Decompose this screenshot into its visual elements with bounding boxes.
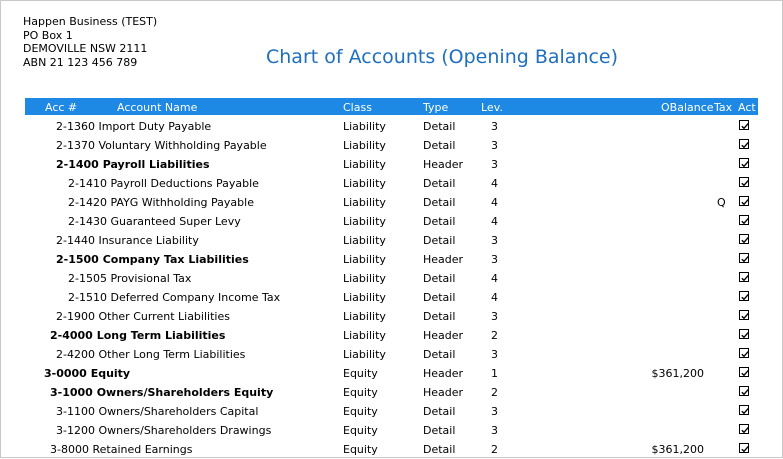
- account-name: Import Duty Payable: [98, 120, 212, 133]
- tax-code: Q: [717, 196, 726, 209]
- account-name: Owners/Shareholders Drawings: [98, 424, 272, 437]
- column-header-class[interactable]: Class: [343, 101, 372, 114]
- account-level: 4: [491, 291, 498, 304]
- account-number: 2-1500: [56, 253, 99, 266]
- account-type: Detail: [423, 139, 456, 152]
- account-type: Header: [423, 253, 464, 266]
- account-number: 2-1420: [68, 196, 107, 209]
- account-type: Detail: [423, 177, 456, 190]
- account-number-and-name: [56, 158, 210, 171]
- account-type: Detail: [423, 196, 456, 209]
- account-level: 4: [491, 177, 498, 190]
- account-number: 3-1200: [56, 424, 95, 437]
- opening-balance: $361,200: [651, 367, 704, 380]
- active-checkbox[interactable]: [739, 177, 749, 187]
- account-level: 3: [491, 120, 498, 133]
- account-type: Detail: [423, 272, 456, 285]
- company-abn: ABN 21 123 456 789: [23, 55, 138, 69]
- column-header-type[interactable]: Type: [423, 101, 449, 114]
- active-checkbox[interactable]: [739, 196, 749, 206]
- account-number: 3-1100: [56, 405, 95, 418]
- account-number: 2-4000: [50, 329, 93, 342]
- account-type: Detail: [423, 310, 456, 323]
- account-class: Liability: [343, 196, 386, 209]
- account-type: Detail: [423, 120, 456, 133]
- account-level: 3: [491, 424, 498, 437]
- account-name: Provisional Tax: [110, 272, 192, 285]
- account-level: 2: [491, 386, 498, 399]
- opening-balance: $361,200: [651, 443, 704, 456]
- account-name: Owners/Shareholders Equity: [96, 386, 274, 399]
- account-type: Detail: [423, 348, 456, 361]
- table-row[interactable]: [25, 136, 758, 155]
- account-number-and-name: [56, 348, 245, 361]
- account-number-and-name: [50, 329, 225, 342]
- account-name: Other Current Liabilities: [98, 310, 230, 323]
- account-type: Detail: [423, 215, 456, 228]
- active-checkbox[interactable]: [739, 215, 749, 225]
- column-header-active[interactable]: Act: [738, 101, 756, 114]
- active-checkbox[interactable]: [739, 424, 749, 434]
- table-row[interactable]: [25, 364, 758, 383]
- table-row[interactable]: [25, 440, 758, 459]
- table-row[interactable]: [25, 307, 758, 326]
- account-type: Header: [423, 329, 464, 342]
- account-type: Detail: [423, 405, 456, 418]
- active-checkbox[interactable]: [739, 120, 749, 130]
- account-class: Liability: [343, 253, 386, 266]
- account-level: 3: [491, 310, 498, 323]
- account-number: 2-1505: [68, 272, 107, 285]
- account-number-and-name: [50, 443, 192, 456]
- table-row[interactable]: [25, 174, 758, 193]
- account-number-and-name: [56, 310, 230, 323]
- account-class: Liability: [343, 177, 386, 190]
- account-number-and-name: [68, 291, 280, 304]
- account-level: 2: [491, 443, 498, 456]
- account-number: 2-1440: [56, 234, 95, 247]
- account-name: Payroll Liabilities: [102, 158, 210, 171]
- table-row[interactable]: [25, 250, 758, 269]
- account-name: Equity: [90, 367, 131, 380]
- account-number-and-name: [56, 405, 258, 418]
- account-type: Header: [423, 367, 464, 380]
- account-level: 3: [491, 158, 498, 171]
- account-class: Liability: [343, 215, 386, 228]
- account-class: Liability: [343, 158, 386, 171]
- active-checkbox[interactable]: [739, 291, 749, 301]
- account-level: 1: [491, 367, 498, 380]
- account-type: Header: [423, 158, 464, 171]
- active-checkbox[interactable]: [739, 348, 749, 358]
- table-row[interactable]: [25, 155, 758, 174]
- active-checkbox[interactable]: [739, 443, 749, 453]
- active-checkbox[interactable]: [739, 272, 749, 282]
- active-checkbox[interactable]: [739, 234, 749, 244]
- account-name: Other Long Term Liabilities: [98, 348, 246, 361]
- account-class: Liability: [343, 234, 386, 247]
- account-class: Liability: [343, 291, 386, 304]
- account-name: Payroll Deductions Payable: [110, 177, 259, 190]
- account-class: Equity: [343, 405, 378, 418]
- account-class: Equity: [343, 367, 378, 380]
- active-checkbox[interactable]: [739, 158, 749, 168]
- company-name: Happen Business (TEST): [23, 15, 158, 28]
- account-number: 3-8000: [50, 443, 89, 456]
- account-class: Liability: [343, 329, 386, 342]
- account-number: 2-1510: [68, 291, 107, 304]
- table-row[interactable]: [25, 402, 758, 421]
- account-name: Guaranteed Super Levy: [110, 215, 241, 228]
- account-number-and-name: [56, 253, 249, 266]
- account-type: Detail: [423, 443, 456, 456]
- account-number-and-name: [56, 234, 199, 247]
- account-number-and-name: [50, 386, 273, 399]
- account-level: 3: [491, 405, 498, 418]
- account-name: Voluntary Withholding Payable: [98, 139, 267, 152]
- account-level: 4: [491, 196, 498, 209]
- table-row[interactable]: [25, 193, 758, 212]
- column-header-level[interactable]: Lev.: [481, 101, 503, 114]
- account-class: Liability: [343, 272, 386, 285]
- column-header-obalance[interactable]: OBalance: [661, 101, 714, 114]
- account-level: 3: [491, 253, 498, 266]
- table-row[interactable]: [25, 345, 758, 364]
- account-number: 2-4200: [56, 348, 95, 361]
- account-number: 2-1400: [56, 158, 99, 171]
- account-class: Equity: [343, 424, 378, 437]
- accounts-table-body: [25, 117, 758, 459]
- account-name: Owners/Shareholders Capital: [98, 405, 259, 418]
- account-level: 3: [491, 234, 498, 247]
- account-number: 3-1000: [50, 386, 93, 399]
- account-class: Liability: [343, 310, 386, 323]
- account-name: Deferred Company Income Tax: [110, 291, 281, 304]
- account-number: 2-1410: [68, 177, 107, 190]
- table-row[interactable]: [25, 231, 758, 250]
- account-number-and-name: [56, 424, 271, 437]
- table-row[interactable]: [25, 288, 758, 307]
- account-number-and-name: [68, 196, 254, 209]
- account-number: 2-1430: [68, 215, 107, 228]
- table-row[interactable]: [25, 326, 758, 345]
- account-type: Detail: [423, 291, 456, 304]
- company-address-line1: PO Box 1: [23, 28, 73, 42]
- account-type: Header: [423, 386, 464, 399]
- column-header-tax[interactable]: Tax: [714, 101, 733, 114]
- account-number-and-name: [56, 139, 267, 152]
- account-number-and-name: [68, 272, 191, 285]
- table-row[interactable]: [25, 269, 758, 288]
- account-number: 2-1360: [56, 120, 95, 133]
- active-checkbox[interactable]: [739, 329, 749, 339]
- account-level: 3: [491, 348, 498, 361]
- table-row[interactable]: [25, 117, 758, 136]
- column-header-account-name[interactable]: Account Name: [117, 101, 198, 114]
- account-type: Detail: [423, 234, 456, 247]
- account-level: 4: [491, 272, 498, 285]
- active-checkbox[interactable]: [739, 405, 749, 415]
- column-header-acc[interactable]: Acc #: [45, 101, 78, 114]
- account-number-and-name: [44, 367, 130, 380]
- active-checkbox[interactable]: [739, 139, 749, 149]
- account-name: Long Term Liabilities: [96, 329, 226, 342]
- active-checkbox[interactable]: [739, 386, 749, 396]
- account-type: Detail: [423, 424, 456, 437]
- account-name: Insurance Liability: [98, 234, 199, 247]
- account-number-and-name: [68, 215, 241, 228]
- company-info: [23, 15, 157, 69]
- account-name: Retained Earnings: [92, 443, 193, 456]
- table-row[interactable]: [25, 383, 758, 402]
- account-number-and-name: [56, 120, 211, 133]
- account-number: 3-0000: [44, 367, 87, 380]
- account-level: 4: [491, 215, 498, 228]
- company-address-line2: DEMOVILLE NSW 2111: [23, 42, 148, 55]
- account-level: 3: [491, 139, 498, 152]
- table-row[interactable]: [25, 421, 758, 440]
- account-class: Equity: [343, 386, 378, 399]
- account-class: Equity: [343, 443, 378, 456]
- active-checkbox[interactable]: [739, 253, 749, 263]
- table-header: [25, 98, 758, 115]
- account-level: 2: [491, 329, 498, 342]
- account-class: Liability: [343, 139, 386, 152]
- account-class: Liability: [343, 348, 386, 361]
- active-checkbox[interactable]: [739, 367, 749, 377]
- account-number-and-name: [68, 177, 259, 190]
- report-title: Chart of Accounts (Opening Balance): [266, 46, 619, 68]
- account-name: PAYG Withholding Payable: [110, 196, 254, 209]
- account-class: Liability: [343, 120, 386, 133]
- active-checkbox[interactable]: [739, 310, 749, 320]
- account-number: 2-1370: [56, 139, 95, 152]
- account-name: Company Tax Liabilities: [102, 253, 249, 266]
- account-number: 2-1900: [56, 310, 95, 323]
- table-row[interactable]: [25, 212, 758, 231]
